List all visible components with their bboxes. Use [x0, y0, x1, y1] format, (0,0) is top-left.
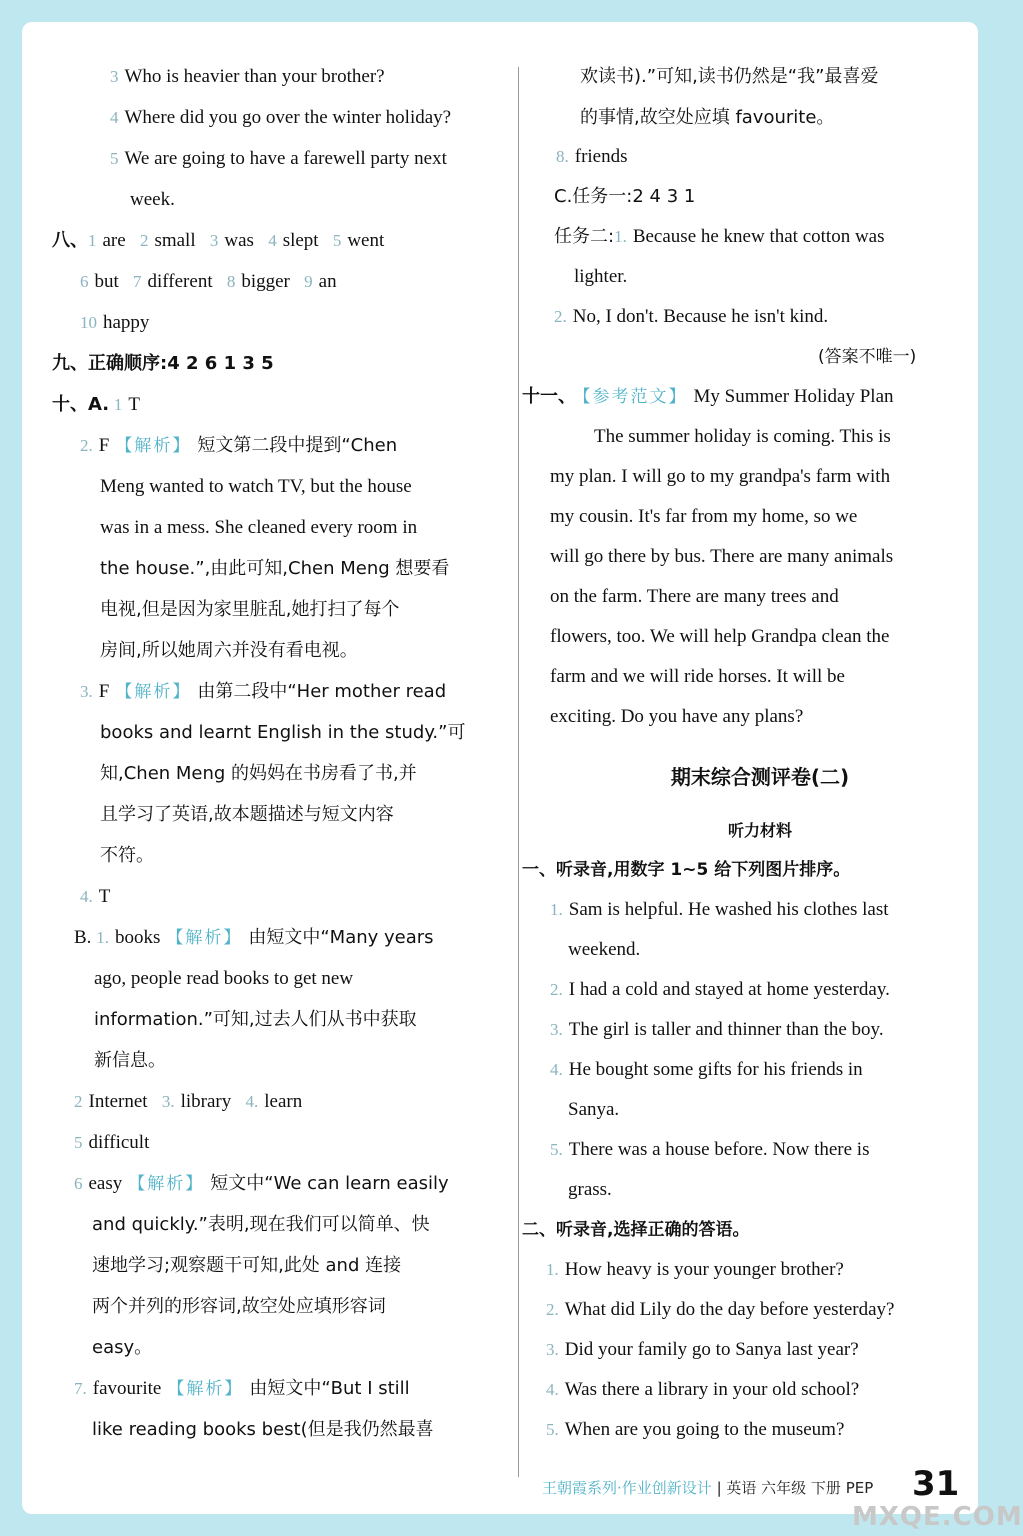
listening-line: 1. How heavy is your younger brother?	[546, 1259, 844, 1280]
listening-line: grass.	[568, 1179, 612, 1200]
analysis-line: like reading books best(但是我仍然最喜	[92, 1419, 434, 1440]
answer-line: 2 Internet 3. library 4. learn	[74, 1091, 303, 1112]
exam-title: 期末综合测评卷(二)	[670, 765, 850, 789]
section-ten: 十、A. 1 T	[52, 394, 140, 415]
analysis-line: 两个并列的形容词,故空处应填形容词	[92, 1296, 386, 1317]
essay-line: will go there by bus. There are many animals	[550, 546, 894, 567]
answer-line: lighter.	[574, 266, 628, 287]
analysis-line: books and learnt English in the study.”可	[100, 722, 466, 743]
listening-line: 2. What did Lily do the day before yesterday?	[546, 1299, 895, 1320]
analysis-tag: 【解析】	[115, 436, 192, 456]
analysis-line: 不符。	[100, 845, 154, 866]
analysis-tag: 【解析】	[167, 1379, 244, 1399]
answer-line: 3 Who is heavier than your brother?	[110, 66, 385, 87]
analysis-line: information.”可知,过去人们从书中获取	[94, 1009, 417, 1030]
analysis-line: 速地学习;观察题干可知,此处 and 连接	[92, 1255, 402, 1276]
watermark: MXQE.COM	[852, 1502, 1023, 1532]
analysis-line: 知,Chen Meng 的妈妈在书房看了书,并	[100, 763, 417, 784]
analysis-line: 电视,但是因为家里脏乱,她打扫了每个	[100, 599, 400, 620]
section-eight: 八、1 are 2 small 3 was 4 slept 5 went	[52, 230, 385, 251]
listening-line: 3. Did your family go to Sanya last year?	[546, 1339, 859, 1360]
section-eight-line: 6 but 7 different 8 bigger 9 an	[80, 271, 337, 292]
answer-line: week.	[130, 189, 175, 210]
listening-line: 4. Was there a library in your old school?	[546, 1379, 860, 1400]
analysis-tag: 【解析】	[128, 1174, 205, 1194]
listening-part-one: 一、听录音,用数字 1~5 给下列图片排序。	[522, 860, 851, 880]
listening-title: 听力材料	[727, 821, 792, 840]
section-eight-line: 10 happy	[80, 312, 150, 333]
listening-line: 2. I had a cold and stayed at home yesterday.	[550, 979, 890, 1000]
analysis-line: 房间,所以她周六并没有看电视。	[100, 640, 358, 661]
analysis-line: 的事情,故空处应填 favourite。	[580, 107, 835, 128]
analysis-line: was in a mess. She cleaned every room in	[100, 517, 418, 538]
task-one: C.任务一:2 4 3 1	[554, 186, 696, 207]
answer-line: 8. friends	[556, 146, 628, 167]
essay-line: The summer holiday is coming. This is	[594, 426, 891, 447]
analysis-line: ago, people read books to get new	[94, 968, 354, 989]
page-number: 31	[912, 1464, 960, 1504]
task-two: 任务二:1. Because he knew that cotton was	[554, 226, 885, 247]
listening-line: 5. When are you going to the museum?	[546, 1419, 845, 1440]
essay-line: flowers, too. We will help Grandpa clean the	[550, 626, 890, 647]
analysis-line: and quickly.”表明,现在我们可以简单、快	[92, 1214, 430, 1235]
essay-line: farm and we will ride horses. It will be	[550, 666, 845, 687]
section-eleven: 十一、 【参考范文】 My Summer Holiday Plan	[522, 386, 894, 407]
essay-line: on the farm. There are many trees and	[550, 586, 839, 607]
page-footer	[542, 1477, 873, 1498]
answer-line: 5 We are going to have a farewell party next	[110, 148, 447, 169]
listening-line: 3. The girl is taller and thinner than the boy.	[550, 1019, 884, 1040]
analysis-line: easy。	[92, 1337, 153, 1358]
sample-tag: 【参考范文】	[582, 387, 688, 407]
essay-line: exciting. Do you have any plans?	[550, 706, 804, 727]
listening-line: 5. There was a house before. Now there is	[550, 1139, 870, 1160]
answer-note: (答案不唯一)	[818, 347, 917, 367]
listening-line: weekend.	[568, 939, 641, 960]
analysis-line: 3. F 【解析】 由第二段中“Her mother read	[80, 681, 447, 702]
analysis-line: 6 easy 【解析】 短文中“We can learn easily	[74, 1173, 449, 1194]
analysis-line: 且学习了英语,故本题描述与短文内容	[100, 804, 394, 825]
listening-line: 1. Sam is helpful. He washed his clothes last	[550, 899, 889, 920]
listening-line: Sanya.	[568, 1099, 620, 1120]
analysis-tag: 【解析】	[166, 928, 243, 948]
listening-line: 4. He bought some gifts for his friends in	[550, 1059, 863, 1080]
column-divider	[518, 67, 519, 1477]
analysis-line: 新信息。	[94, 1050, 166, 1071]
answer-page	[22, 22, 1023, 1532]
answer-line: 2. No, I don't. Because he isn't kind.	[554, 306, 829, 327]
essay-line: my cousin. It's far from my home, so we	[550, 506, 858, 527]
listening-part-two: 二、听录音,选择正确的答语。	[522, 1220, 750, 1240]
analysis-line: the house.”,由此可知,Chen Meng 想要看	[100, 558, 450, 579]
answer-line: 5 difficult	[74, 1132, 150, 1153]
answer-line: 4 Where did you go over the winter holiday?	[110, 107, 452, 128]
essay-line: my plan. I will go to my grandpa's farm with	[550, 466, 891, 487]
analysis-line: 7. favourite 【解析】 由短文中“But I still	[74, 1378, 410, 1399]
section-nine: 九、正确顺序:4 2 6 1 3 5	[52, 353, 274, 374]
answer-line: 4. T	[80, 886, 111, 907]
analysis-line: 欢读书).”可知,读书仍然是“我”最喜爱	[580, 66, 879, 87]
footer-info: | 英语 六年级 下册 PEP	[716, 1479, 874, 1497]
footer-brand: 王朝霞系列·作业创新设计	[542, 1479, 712, 1497]
analysis-line: Meng wanted to watch TV, but the house	[100, 476, 412, 497]
analysis-line: 2. F 【解析】 短文第二段中提到“Chen	[80, 435, 398, 456]
analysis-tag: 【解析】	[115, 682, 192, 702]
analysis-line: B. 1. books 【解析】 由短文中“Many years	[74, 927, 434, 948]
